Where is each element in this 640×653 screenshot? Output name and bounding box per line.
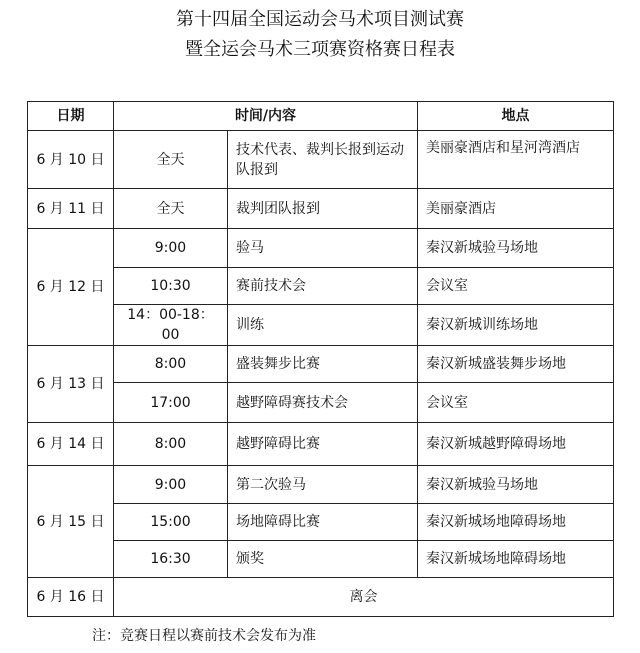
header-time-content: 时间/内容 [114, 102, 418, 131]
time-cell: 9:00 [114, 229, 228, 268]
time-cell: 16:30 [114, 541, 228, 578]
activity-cell: 裁判团队报到 [228, 189, 418, 229]
time-cell: 全天 [114, 131, 228, 189]
activity-cell: 技术代表、裁判长报到运动队报到 [228, 131, 418, 189]
time-cell: 8:00 [114, 423, 228, 466]
time-cell: 14：00-18：00 [114, 305, 228, 346]
date-cell: 6 月 11 日 [28, 189, 114, 229]
table-row [28, 189, 614, 229]
date-cell: 6 月 14 日 [28, 423, 114, 466]
location-cell: 会议室 [418, 268, 614, 305]
footnote: 注：竞赛日程以赛前技术会发布为准 [92, 628, 316, 644]
table-row [28, 229, 614, 268]
date-cell: 6 月 15 日 [28, 466, 114, 578]
time-cell: 全天 [114, 189, 228, 229]
table-row [28, 423, 614, 466]
location-cell: 秦汉新城验马场地 [418, 466, 614, 504]
time-cell: 9:00 [114, 466, 228, 504]
departure-cell: 离会 [114, 578, 614, 617]
table-row [28, 541, 614, 578]
table-row [28, 504, 614, 541]
activity-cell: 赛前技术会 [228, 268, 418, 305]
date-cell: 6 月 12 日 [28, 229, 114, 346]
time-cell: 8:00 [114, 346, 228, 383]
activity-cell: 越野障碍比赛 [228, 423, 418, 466]
header-date: 日期 [28, 102, 114, 131]
activity-cell: 越野障碍赛技术会 [228, 383, 418, 423]
location-cell: 秦汉新城场地障碍场地 [418, 541, 614, 578]
activity-cell: 训练 [228, 305, 418, 346]
table-row [28, 383, 614, 423]
location-cell: 秦汉新城越野障碍场地 [418, 423, 614, 466]
table-row [28, 268, 614, 305]
location-cell: 会议室 [418, 383, 614, 423]
location-cell: 秦汉新城验马场地 [418, 229, 614, 268]
location-cell: 秦汉新城训练场地 [418, 305, 614, 346]
schedule-table [27, 101, 614, 617]
table-row [28, 305, 614, 346]
activity-cell: 盛装舞步比赛 [228, 346, 418, 383]
header-location: 地点 [418, 102, 614, 131]
header-row [28, 102, 614, 131]
date-cell: 6 月 16 日 [28, 578, 114, 617]
location-cell: 美丽豪酒店和星河湾酒店 [418, 131, 614, 189]
activity-cell: 场地障碍比赛 [228, 504, 418, 541]
table-row [28, 346, 614, 383]
location-cell: 秦汉新城场地障碍场地 [418, 504, 614, 541]
activity-cell: 颁奖 [228, 541, 418, 578]
table-row [28, 131, 614, 189]
activity-cell: 第二次验马 [228, 466, 418, 504]
time-cell: 10:30 [114, 268, 228, 305]
date-cell: 6 月 10 日 [28, 131, 114, 189]
time-cell: 15:00 [114, 504, 228, 541]
location-cell: 秦汉新城盛装舞步场地 [418, 346, 614, 383]
document-subtitle: 暨全运会马术三项赛资格赛日程表 [185, 39, 455, 60]
activity-cell: 验马 [228, 229, 418, 268]
table-row [28, 466, 614, 504]
location-cell: 美丽豪酒店 [418, 189, 614, 229]
date-cell: 6 月 13 日 [28, 346, 114, 423]
time-cell: 17:00 [114, 383, 228, 423]
table-row [28, 578, 614, 617]
document-title: 第十四届全国运动会马术项目测试赛 [176, 9, 464, 30]
